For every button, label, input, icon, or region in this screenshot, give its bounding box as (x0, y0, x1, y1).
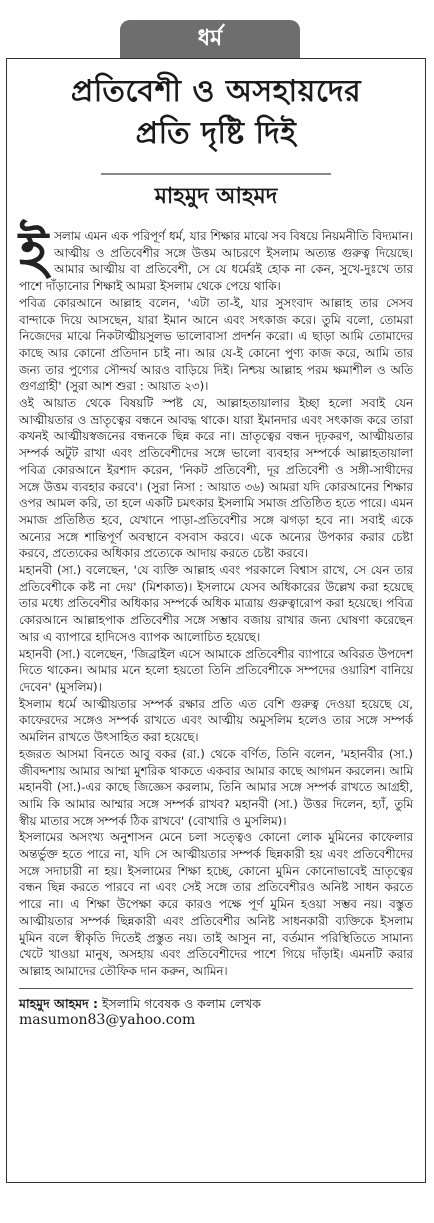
article-title (15, 71, 417, 155)
paragraph-7: হজরত আসমা বিনতে আবু বকর (রা.) থেকে বর্ণিত, তিনি বলেন, 'মহানবীর (সা.) জীবদ্দশায় আমার আম্মা মুশরিক থাকতে একবার আমার কাছে আগমন করলেন। আমি মহানবী (সা.)-এর কাছে জিজ্ঞেস করলাম, তিনি আমার সঙ্গে সম্পর্ক রাখতে আগ্রহী, আমি কি আমার আম্মার সঙ্গে সম্পর্ক রাখব? মহানবী (সা.) উত্তর দিলেন, হ্যাঁ, তুমি স্বীয় মাতার সঙ্গে সম্পর্ক ঠিক রাখবে' (বোখারি ও মুসলিম)। (19, 746, 413, 828)
paragraph-3: ওই আয়াত থেকে বিষয়টি স্পষ্ট যে, আল্লাহতায়ালার ইচ্ছা হলো সবাই যেন আত্মীয়তার ও ভ্রাতৃত্বের বন্ধনে আবদ্ধ থাকে। যারা ইমানদার এবং সৎকাজ করে তারা কখনই আত্মীয়স্বজনের বন্ধনকে ছিন্ন করে না। ভ্রাতৃত্বের বন্ধন দৃঢ়করণ, আত্মীয়তার সম্পর্ক অটুট রাখা এবং প্রতিবেশীদের সঙ্গে ভালো ব্যবহার সম্পর্কে আল্লাহতায়ালা পবিত্র কোরআনে ইরশাদ করেন, 'নিকট প্রতিবেশী, দূর প্রতিবেশী ও সঙ্গী-সাথীদের সঙ্গে উত্তম ব্যবহার করবে'। (সুরা নিসা : আয়াত ৩৬) আমরা যদি কোরআনের শিক্ষার ওপর আমল করি, তা হলে একটি চমৎকার ইসলামি সমাজ প্রতিষ্ঠিত হতে পারে। এমন সমাজ প্রতিষ্ঠিত হবে, যেখানে পাড়া-প্রতিবেশীর সঙ্গে ঝগড়া হবে না। সবাই একে অন্যের সঙ্গে শান্তিপূর্ণ অবস্থানে বসবাস করবে। একে অন্যের উপকার করার চেষ্টা করবে, প্রত্যেকের অধিকার প্রত্যেকে আদায় করতে চেষ্টা করবে। (19, 396, 413, 561)
title-line-2: প্রতি দৃষ্টি দিই (135, 116, 297, 151)
paragraph-1: সলাম এমন এক পরিপূর্ণ ধর্ম, যার শিক্ষার মাঝে সব বিষয়ে নিয়মনীতি বিদ্যমান। আত্মীয় ও প্রতিবেশীর সঙ্গে উত্তম আচরণে ইসলাম অত্যন্ত গুরুত্ব দিয়েছে। আমার আত্মীয় বা প্রতিবেশী, সে যে ধর্মেরই হোক না কেন, সুখে-দুঃখে তার পাশে দাঁড়ানোর শিক্ষাই আমরা ইসলাম থেকে পেয়ে থাকি। (19, 229, 413, 294)
author-email[interactable]: masumon83@yahoo.com (19, 1011, 196, 1028)
paragraph-6: ইসলাম ধর্মে আত্মীয়তার সম্পর্ক রক্ষার প্রতি এত বেশি গুরুত্ব দেওয়া হয়েছে যে, কাফেরদের সঙ্গেও সম্পর্ক রাখতে এবং আত্মীয় অমুসলিম হলেও তার সঙ্গে সম্পর্ক অমলিন রাখতে উৎসাহিত করা হয়েছে। (19, 696, 413, 745)
article-body (19, 219, 413, 980)
drop-cap: ই (19, 219, 49, 285)
footer-author-name: মাহমুদ আহমদ : (19, 995, 98, 1011)
section-label: ধর্ম (197, 25, 223, 51)
section-tab (120, 20, 300, 58)
paragraph-2: পবিত্র কোরআনে আল্লাহ বলেন, 'এটা তা-ই, যার সুসংবাদ আল্লাহ তার সেসব বান্দাকে দিয়ে আসছেন, যারা ইমান আনে এবং সৎকাজ করে। তুমি বলো, তোমরা নিজেদের মাঝে নিকটাত্মীয়সুলভ ভালোবাসা প্রদর্শন করো। এ ছাড়া আমি তোমাদের কাছে আর কোনো প্রতিদান চাই না। আর যে-ই কোনো পুণ্য কাজ করে, আমি তার জন্য তার পুণ্যের সৌন্দর্য আরও বাড়িয়ে দিই। নিশ্চয় আল্লাহ পরম ক্ষমাশীল ও অতি গুণগ্রাহী' (সুরা আশ শুরা : আয়াত ২৩)। (19, 295, 413, 394)
article-box (6, 58, 426, 1183)
paragraph-5: মহানবী (সা.) বলেছেন, 'জিব্রাইল এসে আমাকে প্রতিবেশীর ব্যাপারে অবিরত উপদেশ দিতে থাকেন। আমার মনে হলো হয়তো তিনি প্রতিবেশীকে সম্পদের ওয়ারিশ বানিয়ে দেবেন' (মুসলিম)। (19, 646, 413, 694)
footer-divider (19, 988, 413, 989)
byline-wrap (7, 173, 425, 216)
title-line-1: প্রতিবেশী ও অসহায়দের (70, 74, 362, 109)
paragraph-4: মহানবী (সা.) বলেছেন, 'যে ব্যক্তি আল্লাহ এবং পরকালে বিশ্বাস রাখে, সে যেন তার প্রতিবেশীকে কষ্ট না দেয়' (মিশকাত)। ইসলামে যেসব অধিকারের উল্লেখ করা হয়েছে তার মধ্যে প্রতিবেশীর অধিকার সম্পর্কে অধিক মাত্রায় গুরুত্বারোপ করা হয়েছে। পবিত্র কোরআনে আল্লাহপাক প্রতিবেশীর সঙ্গে সম্ভাব বজায় রাখার জন্য ঘোষণা করেছেন আর এ ব্যাপারে হাদিসেও ব্যাপক আলোচিত হয়েছে। (19, 563, 413, 644)
footer-author-role: ইসলামি গবেষক ও কলাম লেখক (98, 995, 262, 1011)
paragraph-8: ইসলামের অসংখ্য অনুশাসন মেনে চলা সত্ত্বেও কোনো লোক মুমিনের কাফেলার অন্তর্ভুক্ত হতে পারে না, যদি সে আত্মীয়তার সম্পর্ক ছিন্নকারী হয় এবং প্রতিবেশীদের সঙ্গে সদাচারী না হয়। ইসলামের শিক্ষা হচ্ছে, কোনো মুমিন কোনোভাবেই ভ্রাতৃত্বের বন্ধন ছিন্ন করতে পারবে না এবং সেই সঙ্গে তার প্রতিবেশীরও অনিষ্ট সাধন করতে পারে না। এ শিক্ষা উপেক্ষা করে কারও পক্ষে পূর্ণ মুমিন হওয়া সম্ভব নয়। বস্তুত আত্মীয়তার সম্পর্ক ছিন্নকারী এবং প্রতিবেশীর অনিষ্ট সাধনকারী ব্যক্তিকে ইসলাম মুমিন বলে স্বীকৃতি দিতেই প্রস্তুত নয়। তাই আসুন না, বর্তমান পরিস্থিতিতে সামান্য খেটে খাওয়া মানুষ, অসহায় এবং প্রতিবেশীদের পাশে গিয়ে দাঁড়াই। এমনটি করার আল্লাহ আমাদের তৌফিক দান করুন, আমিন। (19, 830, 413, 978)
author-footer (19, 995, 413, 1029)
author-byline: মাহমুদ আহমদ (101, 173, 331, 216)
